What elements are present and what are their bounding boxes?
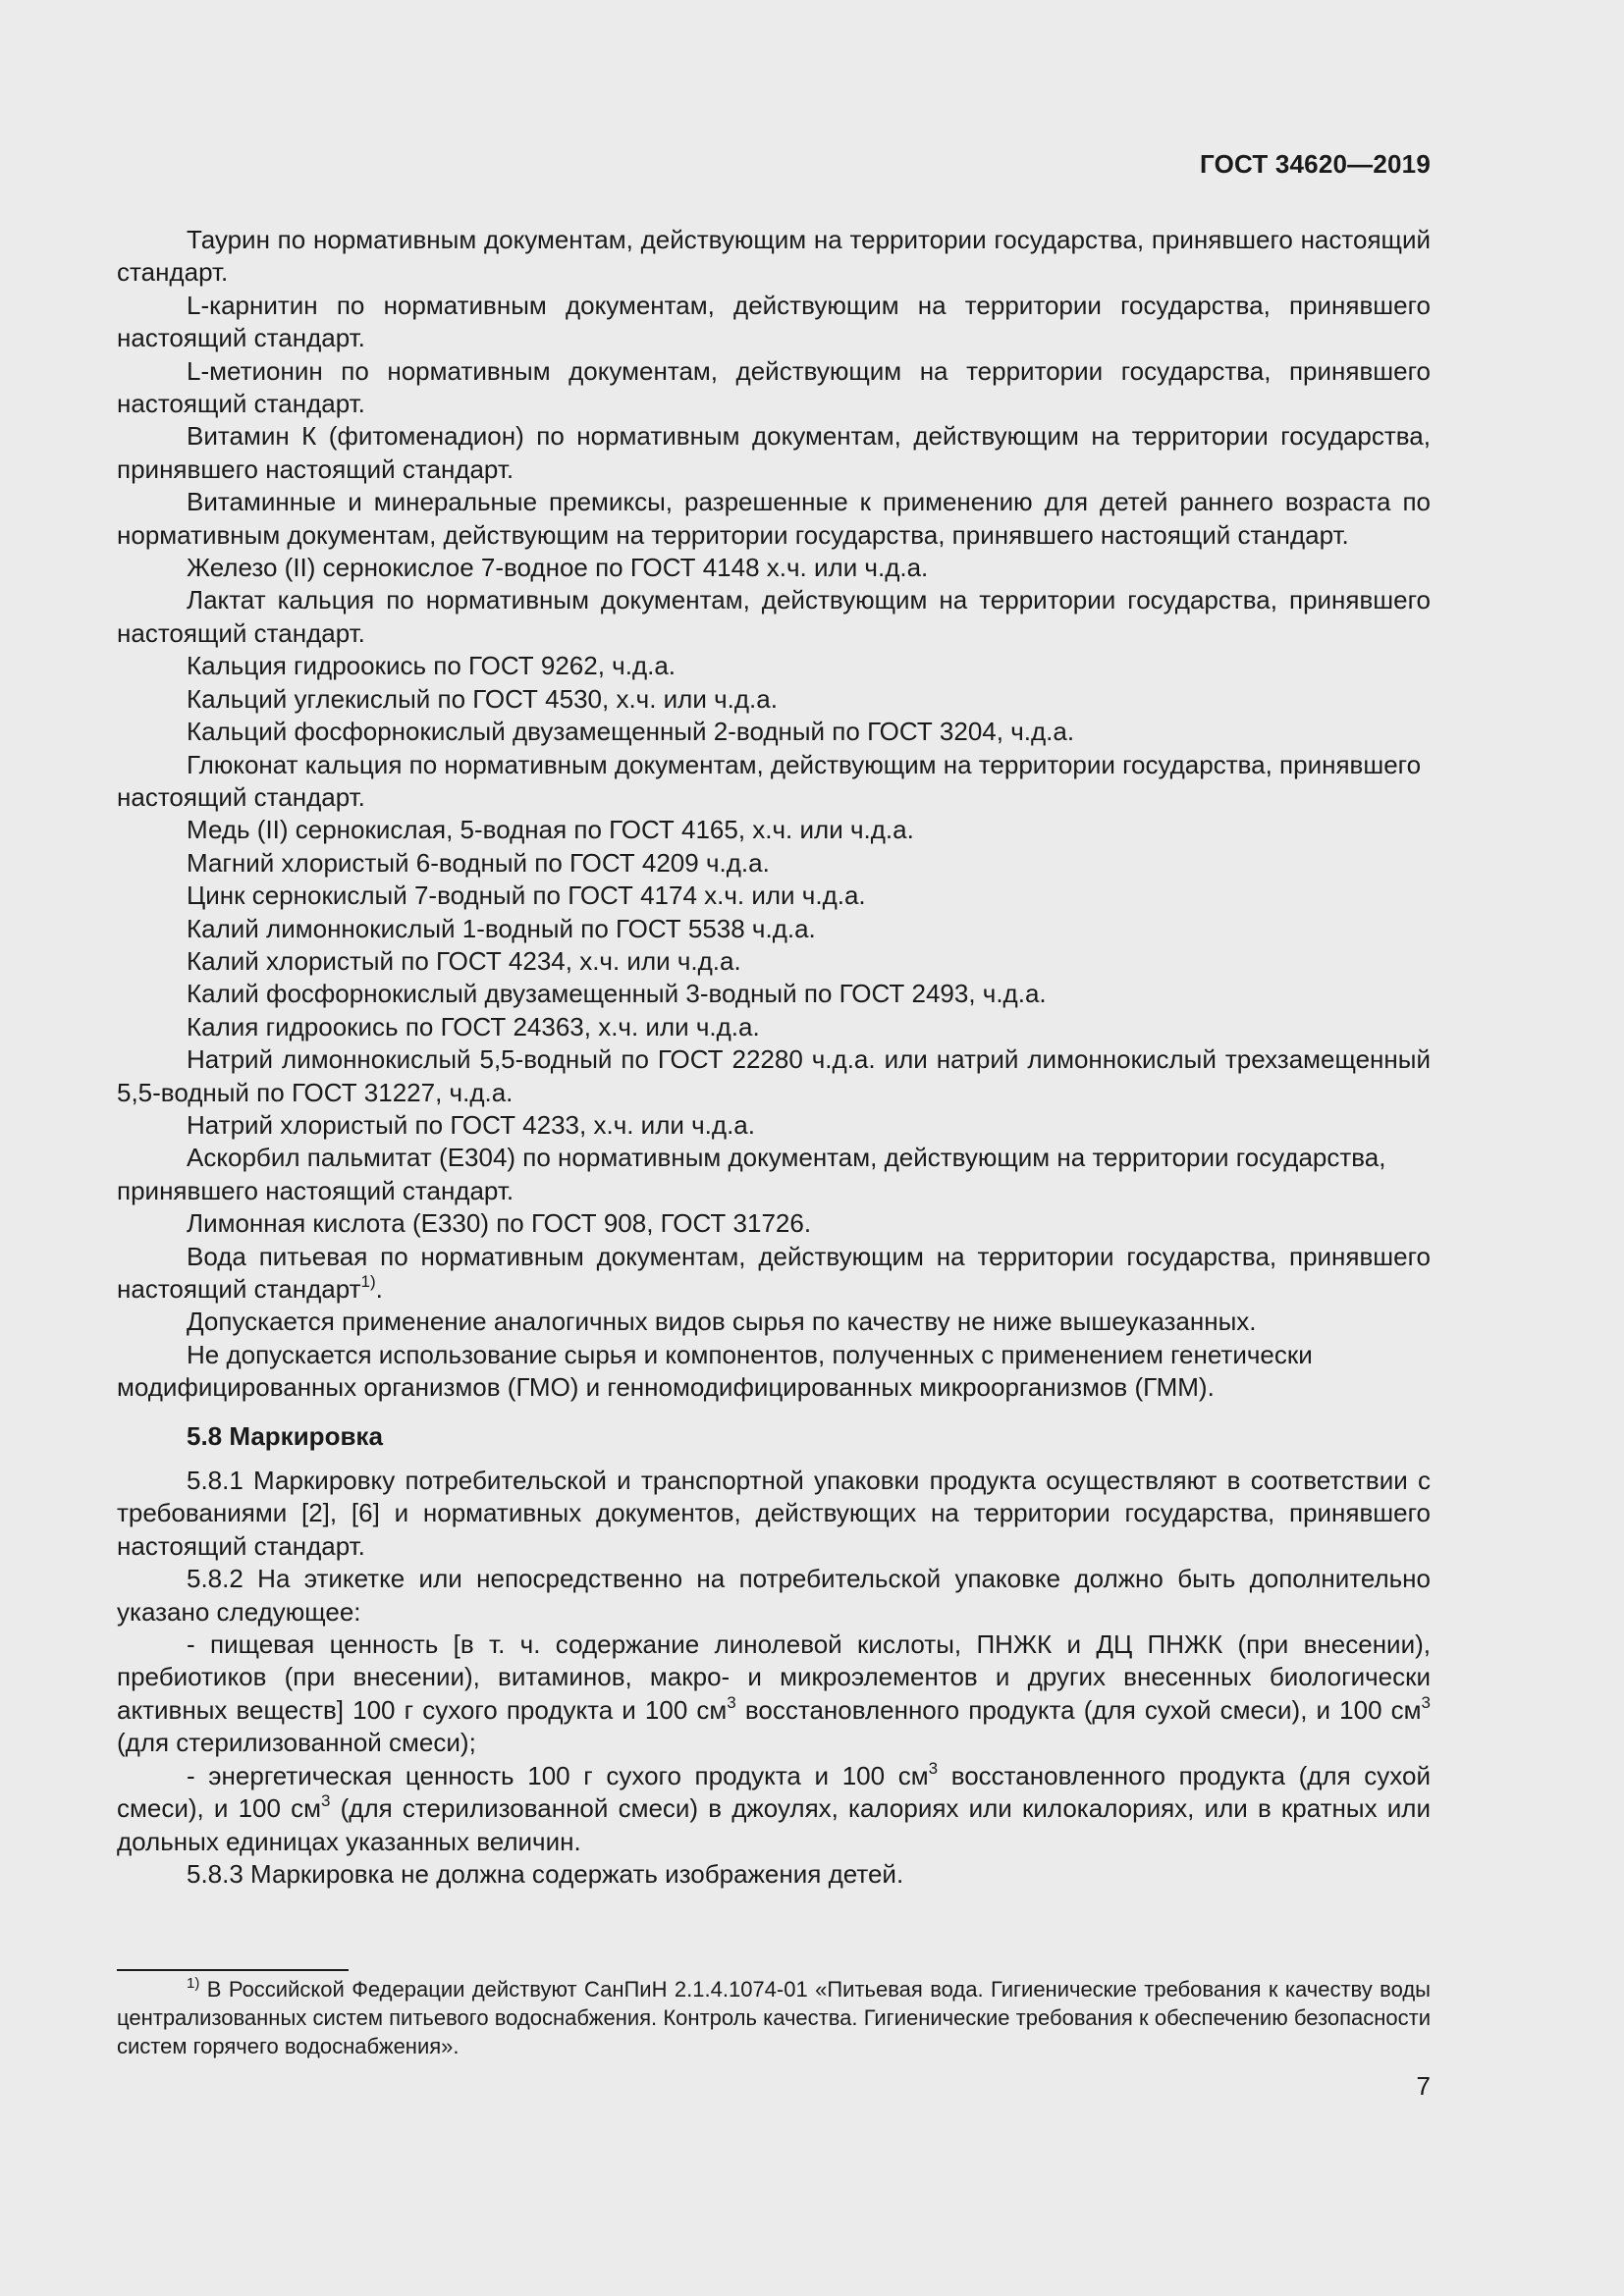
footnote-mark: 1) [187,1975,200,1992]
material-iron-sulfate: Железо (II) сернокислое 7-водное по ГОСТ 4148 х.ч. или ч.д.а. [187,553,929,583]
footnote-text: В Российской Федерации действуют СанПиН 2.1.4.1074-01 «Питьевая вода. Гигиенические требования к качеству воды централизованных систем питьевого водоснабжения. Контроль качества. Гигиенические требования к обеспечению безопасности систем горячего водоснабжения». [117,1977,1431,2058]
material-sodium-citrate: Натрий лимоннокислый 5,5-водный по ГОСТ 22280 ч.д.а. или натрий лимоннокислый трехзамещенный 5,5-водный по ГОСТ 31227, ч.д.а. [117,1044,1431,1107]
material-copper-sulfate: Медь (II) сернокислая, 5-водная по ГОСТ 4165, х.ч. или ч.д.а. [187,815,914,845]
nutrition-value-item [117,1629,1431,1760]
nutrition-value-text-c: (для стерилизованной смеси); [117,1728,476,1758]
section-heading-5-8: 5.8 Маркировка [187,1420,383,1451]
material-potassium-chloride: Калий хлористый по ГОСТ 4234, х.ч. или ч.д.а. [187,945,741,976]
energy-value-text-b: восстановленного продукта (для сухой смеси), и 100 см [117,1760,1431,1824]
material-calcium-gluconate: Глюконат кальция по нормативным документам, действующим на территории государства, принявшего настоящий стандарт. [117,749,1422,812]
material-drinking-water [117,1241,1431,1307]
energy-value-item [117,1760,1431,1858]
nutrition-value-text-a: - пищевая ценность [в т. ч. содержание линолевой кислоты, ПНЖК и ДЦ ПНЖК (при внесении), пребиотиков (при внесении), витаминов, макро- и микроэлементов и других внесенных биологически активных веществ] 100 г сухого продукта и 100 см [117,1629,1431,1725]
material-potassium-citrate: Калий лимоннокислый 1-водный по ГОСТ 5538 ч.д.а. [187,913,816,943]
material-magnesium-chloride: Магний хлористый 6-водный по ГОСТ 4209 ч.д.а. [187,847,770,878]
material-potassium-hydroxide: Калия гидроокись по ГОСТ 24363, х.ч. или ч.д.а. [187,1011,760,1041]
clause-5-8-2: 5.8.2 На этикетке или непосредственно на потребительской упаковке должно быть дополнительно указано следующее: [117,1564,1431,1627]
document-code-header: ГОСТ 34620—2019 [1200,149,1431,179]
material-calcium-carbonate: Кальций углекислый по ГОСТ 4530, х.ч. или ч.д.а. [187,683,778,714]
clause-5-8-1: 5.8.1 Маркировку потребительской и транспортной упаковки продукта осуществляют в соответствии с требованиями [2], [6] и нормативных документов, действующих на территории государства, принявшего настоящий стандарт. [117,1466,1431,1561]
gmo-paragraph: Не допускается использование сырья и компонентов, полученных с применением генетически модифицированных организмов (ГМО) и генномодифицированных микроорганизмов (ГММ). [117,1339,1313,1403]
material-calcium-lactate: Лактат кальция по нормативным документам, действующим на территории государства, принявшего настоящий стандарт. [117,585,1431,648]
energy-value-text-a: - энергетическая ценность 100 г сухого продукта и 100 см [187,1760,929,1790]
material-citric-acid: Лимонная кислота (Е330) по ГОСТ 908, ГОСТ 31726. [187,1208,812,1239]
page-number: 7 [1416,2071,1431,2101]
material-sodium-chloride: Натрий хлористый по ГОСТ 4233, х.ч. или ч.д.а. [187,1109,755,1140]
material-vitamin-k: Витамин К (фитоменадион) по нормативным документам, действующим на территории государства, принявшего настоящий стандарт. [117,421,1431,484]
page-body [117,224,1431,1891]
unit-exponent: 3 [928,1758,939,1778]
material-zinc-sulfate: Цинк сернокислый 7-водный по ГОСТ 4174 х.ч. или ч.д.а. [187,881,866,911]
material-calcium-phosphate: Кальций фосфорнокислый двузамещенный 2-водный по ГОСТ 3204, ч.д.а. [187,717,1075,747]
energy-value-text-c: (для стерилизованной смеси) в джоулях, калориях или килокалориях, или в кратных или дольных единицах указанных величин. [117,1793,1431,1856]
footnote-separator [117,1969,349,1971]
unit-exponent: 3 [321,1791,331,1811]
unit-exponent: 3 [1421,1692,1431,1712]
material-taurine: Таурин по нормативным документам, действующим на территории государства, принявшего настоящий стандарт. [117,225,1431,288]
footnote-reference: 1) [360,1272,376,1291]
material-ascorbyl-palmitate: Аскорбил пальмитат (Е304) по нормативным документам, действующим на территории государства, принявшего настоящий стандарт. [117,1143,1386,1205]
clause-5-8-3: 5.8.3 Маркировка не должна содержать изображения детей. [187,1858,904,1889]
footnote [117,1975,1431,2060]
material-calcium-hydroxide: Кальция гидроокись по ГОСТ 9262, ч.д.а. [187,651,677,681]
drinking-water-end: . [375,1274,383,1304]
material-l-carnitine: L-карнитин по нормативным документам, действующим на территории государства, принявшего настоящий стандарт. [117,290,1431,353]
material-l-methionine: L-метионин по нормативным документам, действующим на территории государства, принявшего настоящий стандарт. [117,355,1431,419]
analogues-paragraph: Допускается применение аналогичных видов сырья по качеству не ниже вышеуказанных. [187,1307,1257,1337]
material-potassium-phosphate: Калий фосфорнокислый двузамещенный 3-водный по ГОСТ 2493, ч.д.а. [187,979,1047,1009]
drinking-water-text: Вода питьевая по нормативным документам, действующим на территории государства, принявшего настоящий стандарт [117,1241,1431,1304]
material-premixes: Витаминные и минеральные премиксы, разрешенные к применению для детей раннего возраста по нормативным документам, действующим на территории государства, принявшего настоящий стандарт. [117,487,1431,550]
nutrition-value-text-b: восстановленного продукта (для сухой смеси), и 100 см [735,1694,1422,1725]
unit-exponent: 3 [727,1692,736,1712]
